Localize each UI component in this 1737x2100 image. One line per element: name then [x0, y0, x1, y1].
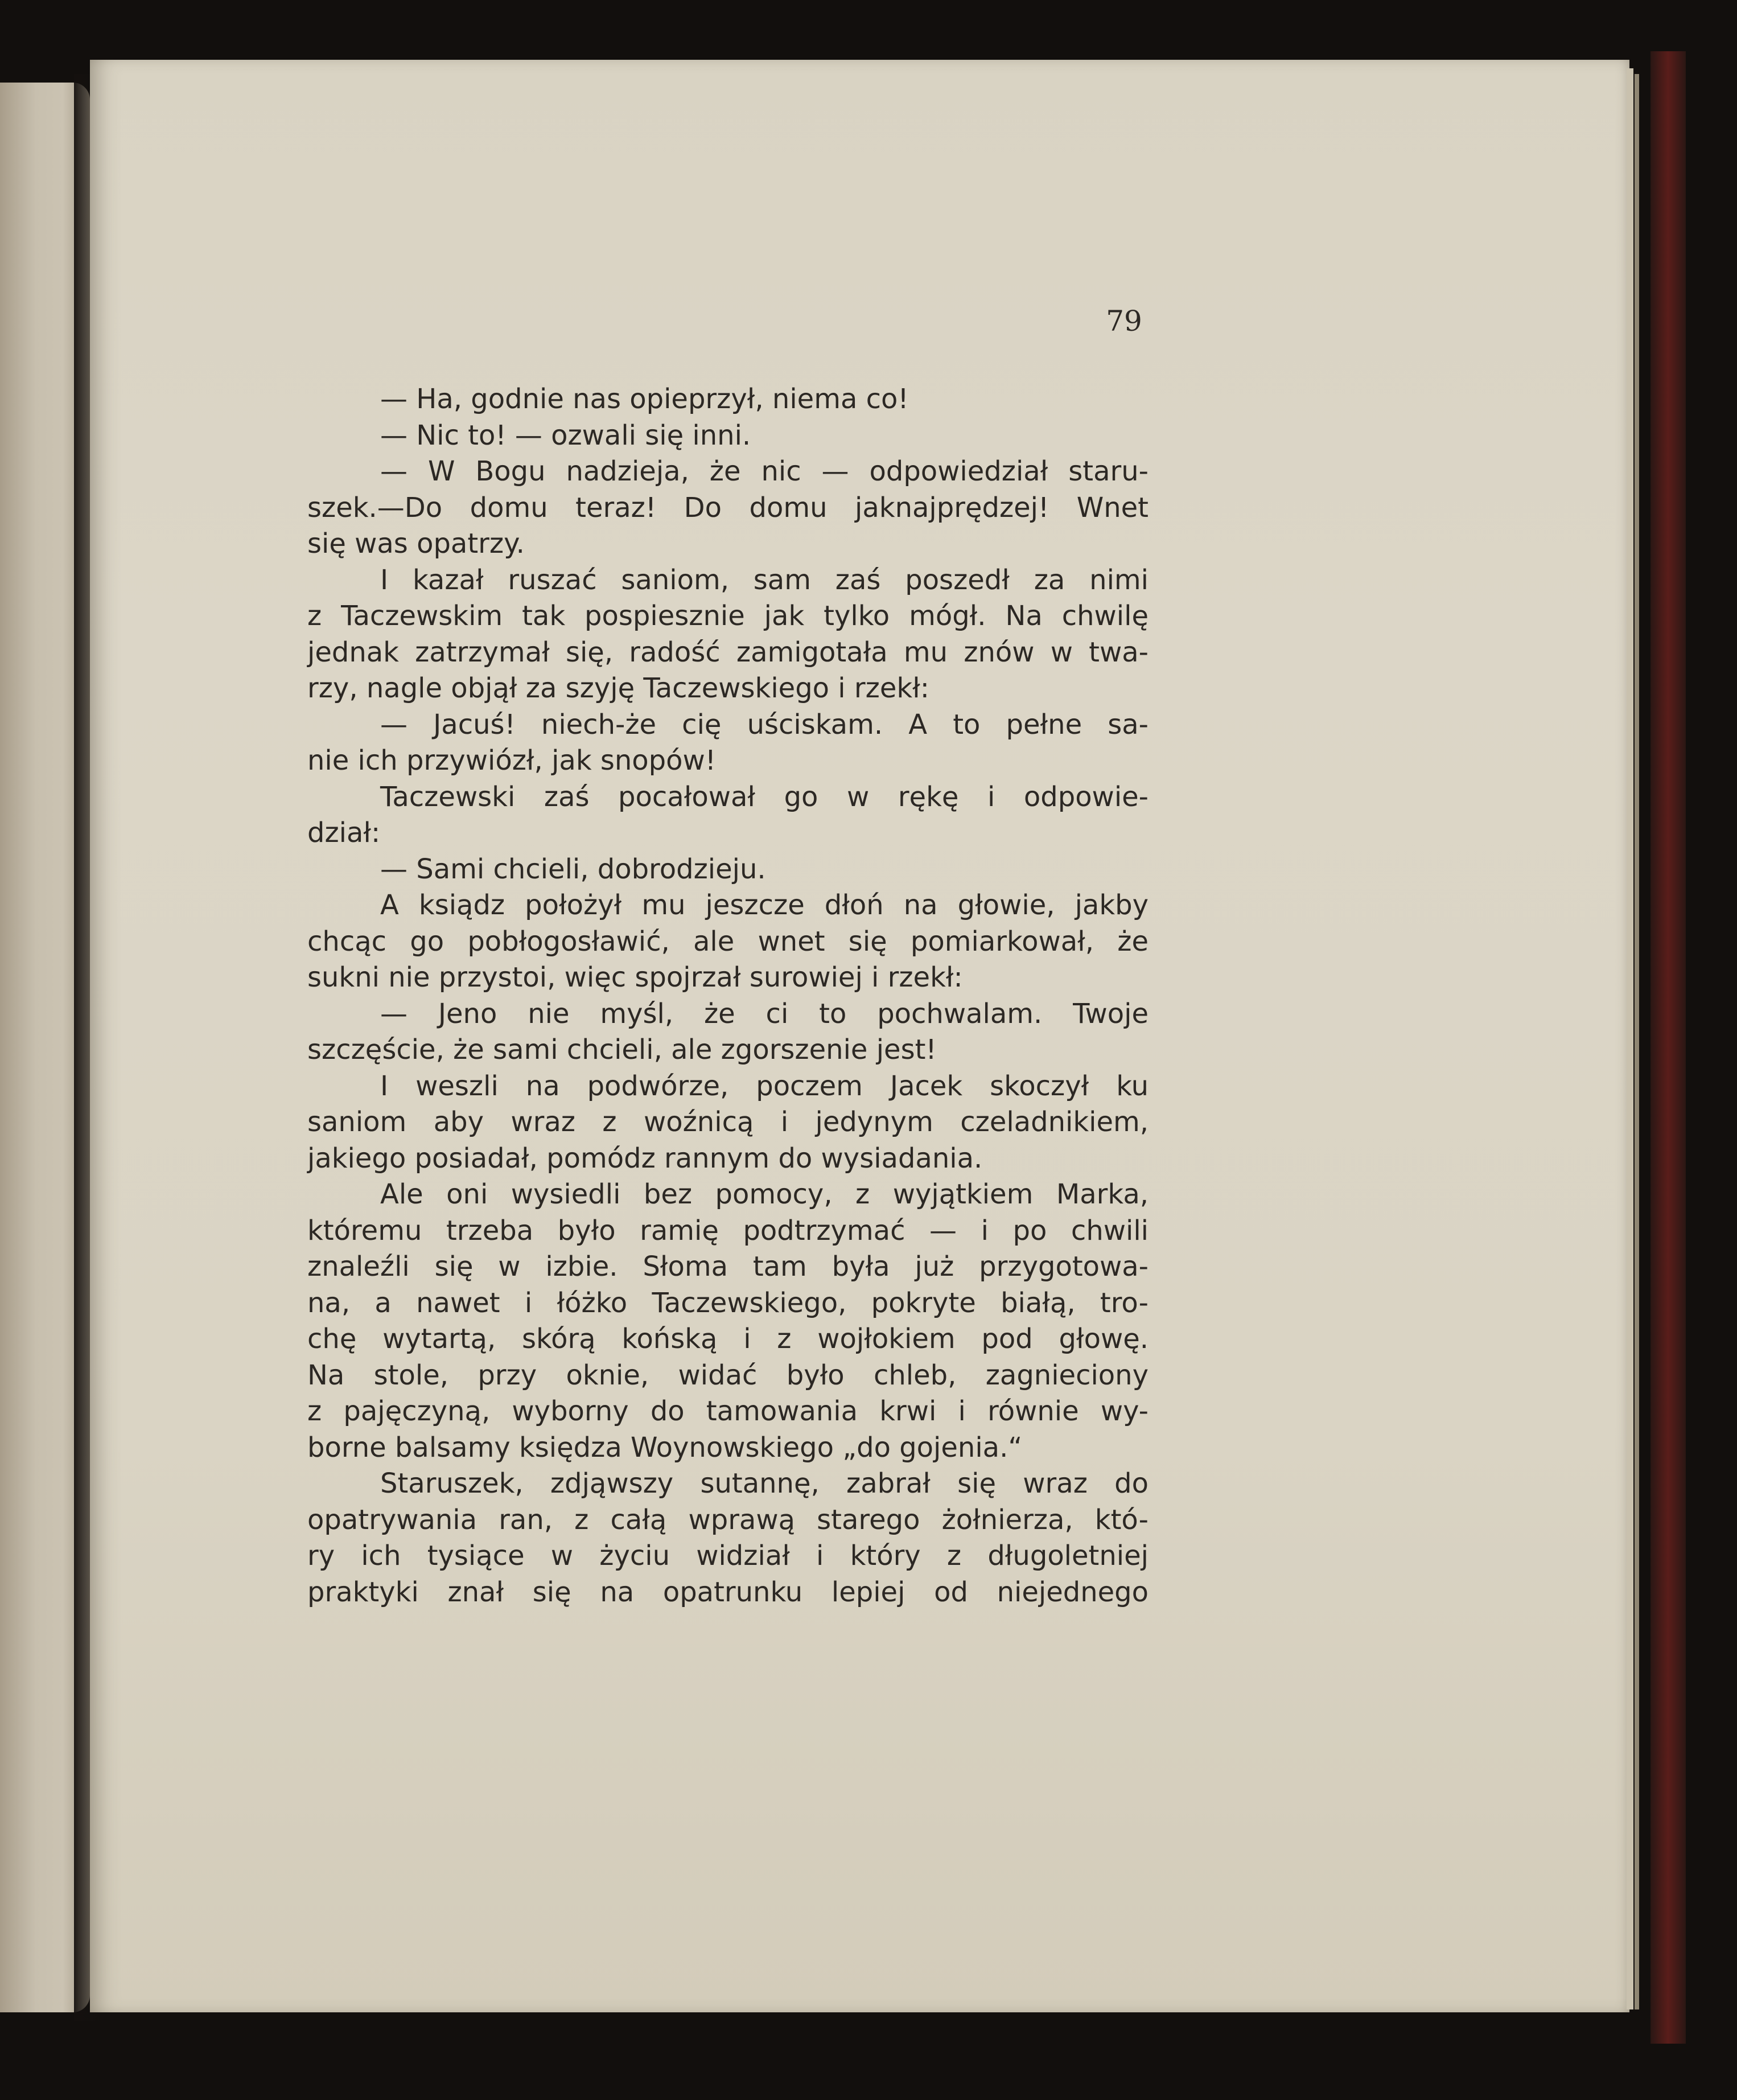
- text-line: saniom aby wraz z woźnicą i jedynym czeladnikiem,: [307, 1106, 1149, 1138]
- text-line: — Nic to! — ozwali się inni.: [380, 419, 751, 451]
- text-line: A ksiądz położył mu jeszcze dłoń na głowie, jakby: [380, 889, 1149, 921]
- text-line: któremu trzeba było ramię podtrzymać — i po chwili: [307, 1214, 1149, 1247]
- text-line: Staruszek, zdjąwszy sutannę, zabrał się wraz do: [380, 1468, 1149, 1499]
- text-line: borne balsamy księdza Woynowskiego „do gojenia.“: [307, 1431, 1023, 1464]
- text-line: opatrywania ran, z całą wprawą starego żołnierza, któ-: [307, 1503, 1149, 1536]
- text-line: nie ich przywiózł, jak snopów!: [307, 745, 717, 776]
- text-line: się was opatrzy.: [307, 528, 525, 560]
- text-line: — Jacuś! niech-że cię uściskam. A to pełne sa-: [380, 708, 1149, 741]
- text-line: szczęście, że sami chcieli, ale zgorszenie jest!: [307, 1034, 937, 1066]
- text-line: praktyki znał się na opatrunku lepiej od niejednego: [307, 1576, 1149, 1608]
- text-line: dział:: [307, 817, 381, 849]
- text-line: z pajęczyną, wyborny do tamowania krwi i równie wy-: [307, 1395, 1149, 1427]
- text-line: — Jeno nie myśl, że ci to pochwalam. Twoje: [380, 997, 1149, 1030]
- text-line: Ale oni wysiedli bez pomocy, z wyjątkiem Marka,: [380, 1178, 1149, 1210]
- text-line: chcąc go pobłogosławić, ale wnet się pomiarkował, że: [307, 925, 1149, 957]
- page-number: 79: [1106, 305, 1142, 338]
- text-line: jednak zatrzymał się, radość zamigotała mu znów w twa-: [307, 636, 1149, 668]
- text-line: — W Bogu nadzieja, że nic — odpowiedział staru-: [380, 455, 1149, 487]
- page-stack-shadow: [1635, 74, 1639, 2009]
- body-text: [307, 381, 1149, 1610]
- text-line: Taczewski zaś pocałował go w rękę i odpowie-: [380, 780, 1149, 813]
- text-line: sukni nie przystoi, więc spojrzał surowiej i rzekł:: [307, 961, 963, 993]
- text-line: I kazał ruszać saniom, sam zaś poszedł za nimi: [380, 564, 1149, 596]
- text-line: na, a nawet i łóżko Taczewskiego, pokryte białą, tro-: [307, 1287, 1149, 1319]
- text-line: ry ich tysiące w życiu widział i który z długoletniej: [307, 1540, 1149, 1572]
- page-stack-edge: [1627, 68, 1633, 2009]
- text-line: — Ha, godnie nas opieprzył, niema co!: [380, 383, 909, 415]
- text-line: rzy, nagle objął za szyję Taczewskiego i rzekł:: [307, 672, 929, 704]
- text-line: szek.—Do domu teraz! Do domu jaknajprędzej! Wnet: [307, 491, 1149, 524]
- text-line: Na stole, przy oknie, widać było chleb, zagnieciony: [307, 1359, 1149, 1391]
- text-line: z Taczewskim tak pospiesznie jak tylko mógł. Na chwilę: [307, 600, 1149, 632]
- text-line: jakiego posiadał, pomódz rannym do wysiadania.: [307, 1142, 983, 1174]
- text-line: chę wytartą, skórą końską i z wojłokiem pod głowę.: [307, 1323, 1149, 1355]
- book-cover-edge: [1650, 51, 1686, 2044]
- text-line: — Sami chcieli, dobrodzieju.: [380, 853, 766, 885]
- text-line: znaleźli się w izbie. Słoma tam była już przygotowa-: [307, 1251, 1149, 1283]
- text-line: I weszli na podwórze, poczem Jacek skoczył ku: [380, 1070, 1149, 1102]
